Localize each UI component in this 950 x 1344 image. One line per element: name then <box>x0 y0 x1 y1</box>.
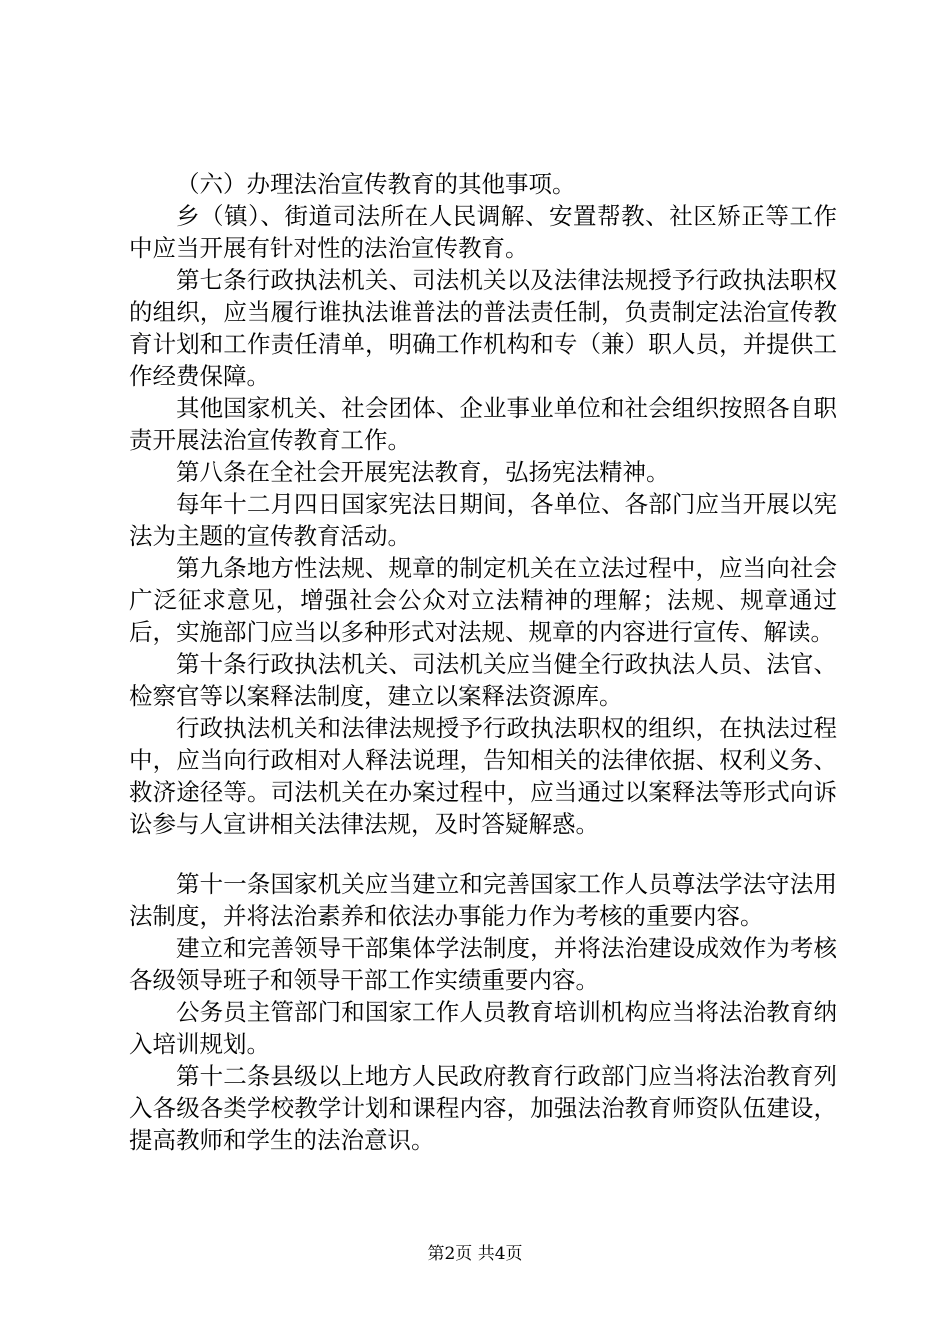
paragraph-constitution-day: 每年十二月四日国家宪法日期间，各单位、各部门应当开展以宪法为主题的宣传教育活动。 <box>129 490 837 550</box>
paragraph-leadership-study: 建立和完善领导干部集体学法制度，并将法治建设成效作为考核各级领导班子和领导干部工作实绩重要内容。 <box>129 934 837 994</box>
paragraph-article-7: 第七条行政执法机关、司法机关以及法律法规授予行政执法职权的组织，应当履行谁执法谁普法的普法责任制，负责制定法治宣传教育计划和工作责任清单，明确工作机构和专（兼）职人员，并提供工作经费保障。 <box>129 266 837 390</box>
paragraph-article-12: 第十二条县级以上地方人民政府教育行政部门应当将法治教育列入各级各类学校教学计划和课程内容，加强法治教育师资队伍建设，提高教师和学生的法治意识。 <box>129 1062 837 1154</box>
page-number: 第2页 共4页 <box>427 1244 523 1264</box>
document-body <box>129 168 837 1156</box>
paragraph-explain-law: 行政执法机关和法律法规授予行政执法职权的组织，在执法过程中，应当向行政相对人释法说理，告知相关的法律依据、权利义务、救济途径等。司法机关在办案过程中，应当通过以案释法等形式向诉讼参与人宣讲相关法律法规，及时答疑解惑。 <box>129 714 837 838</box>
paragraph-other-organs: 其他国家机关、社会团体、企业事业单位和社会组织按照各自职责开展法治宣传教育工作。 <box>129 394 837 454</box>
paragraph-article-10: 第十条行政执法机关、司法机关应当健全行政执法人员、法官、检察官等以案释法制度，建立以案释法资源库。 <box>129 650 837 710</box>
paragraph-township-judicial: 乡（镇）、街道司法所在人民调解、安置帮教、社区矫正等工作中应当开展有针对性的法治宣传教育。 <box>129 202 837 262</box>
paragraph-article-11: 第十一条国家机关应当建立和完善国家工作人员尊法学法守法用法制度，并将法治素养和依法办事能力作为考核的重要内容。 <box>129 870 837 930</box>
paragraph-item-6: （六）办理法治宣传教育的其他事项。 <box>176 170 576 198</box>
paragraph-civil-servant-training: 公务员主管部门和国家工作人员教育培训机构应当将法治教育纳入培训规划。 <box>129 998 837 1058</box>
paragraph-article-8: 第八条在全社会开展宪法教育，弘扬宪法精神。 <box>176 458 670 486</box>
paragraph-article-9: 第九条地方性法规、规章的制定机关在立法过程中，应当向社会广泛征求意见，增强社会公众对立法精神的理解；法规、规章通过后，实施部门应当以多种形式对法规、规章的内容进行宣传、解读。 <box>129 554 837 646</box>
